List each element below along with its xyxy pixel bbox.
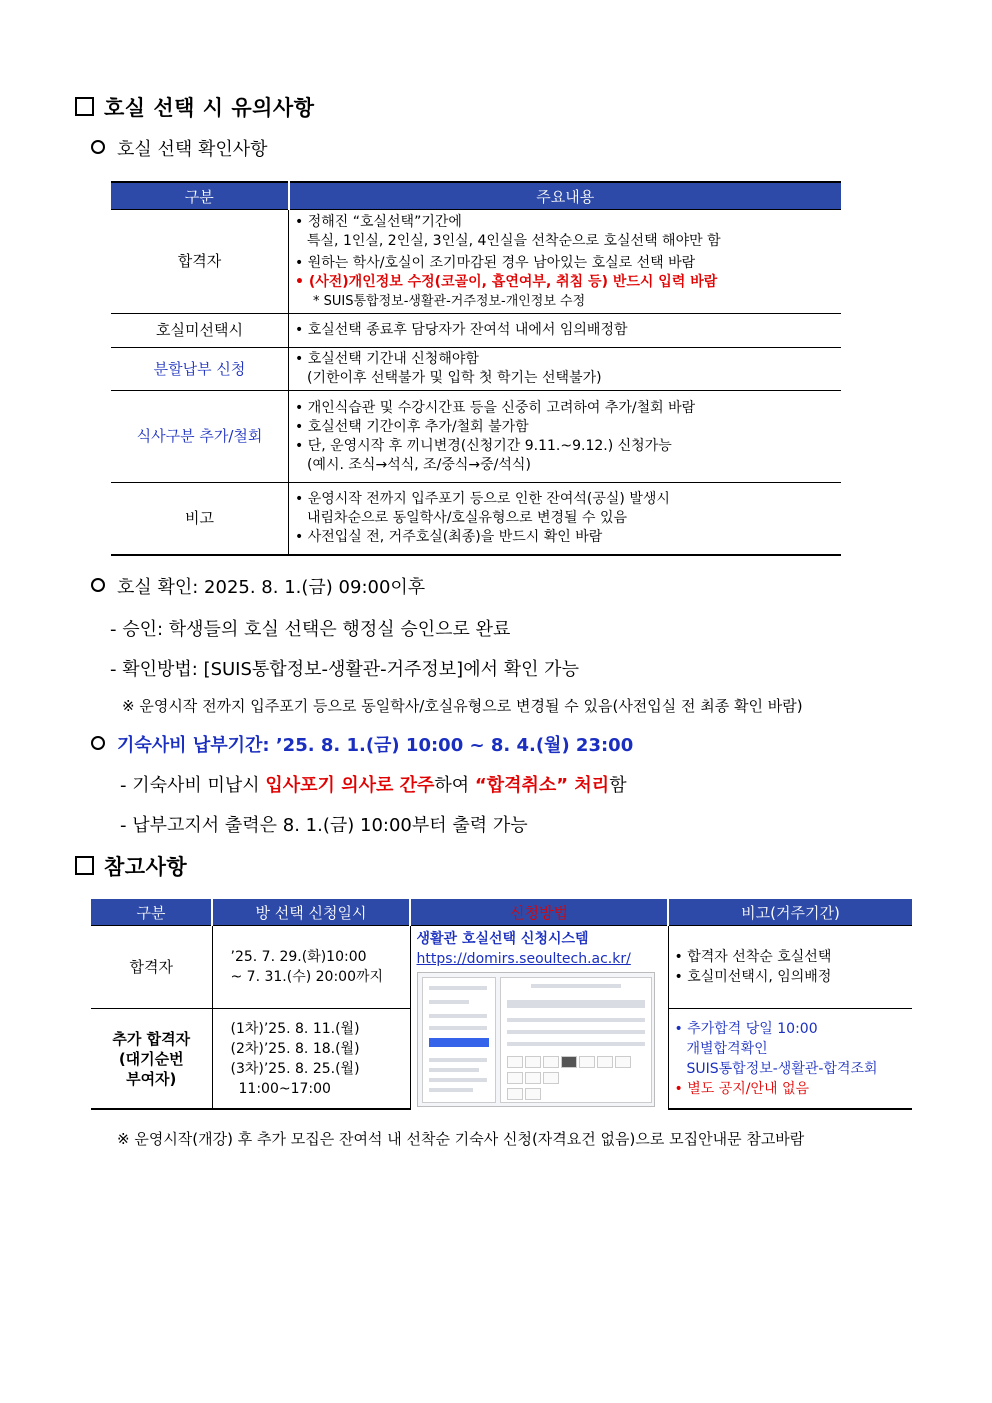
section2-heading (75, 851, 187, 881)
system-title: 생활관 호실선택 신청시스템 (416, 931, 589, 947)
room-check-text: 호실 확인: 2025. 8. 1.(금) 09:00이후 (117, 577, 426, 598)
remark-line: • 합격자 선착순 호실선택 (674, 949, 832, 966)
row-category: 비고 (111, 483, 289, 555)
table-row (111, 391, 841, 483)
column-header-category: 구분 (91, 899, 212, 926)
row-dates (212, 926, 410, 1009)
date-line: (1차)’25. 8. 11.(월) (230, 1020, 360, 1037)
unpaid-line (120, 771, 627, 797)
content-line: (기한이후 선택불가 및 입학 첫 학기는 선택불가) (307, 370, 602, 386)
row-category: 호실미선택시 (111, 314, 289, 348)
row-content (289, 391, 842, 483)
table-row (111, 314, 841, 348)
row-method (410, 926, 668, 1110)
content-line-important: • (사전)개인정보 수정(코골이, 흡연여부, 취침 등) 반드시 입력 바람 (295, 273, 718, 290)
circle-bullet-icon (91, 140, 105, 154)
content-line: * SUIS통합정보-생활관-거주정보-개인정보 수정 (313, 293, 586, 309)
category-line: 추가 합격자 (112, 1029, 191, 1048)
change-note: ※ 운영시작 전까지 입주포기 등으로 동일학사/호실유형으로 변경될 수 있음(사전입실 전 최종 확인 바람) (122, 697, 803, 715)
column-header-content: 주요내용 (289, 182, 842, 210)
category-line: 부여자) (126, 1069, 177, 1088)
checkbox-icon (75, 97, 94, 116)
section1-title: 호실 선택 시 유의사항 (104, 96, 315, 120)
checkbox-icon (75, 856, 94, 875)
unpaid-text: - 기숙사비 미납시 (120, 775, 266, 796)
table-row (111, 210, 841, 314)
row-remarks (668, 1009, 912, 1109)
remark-line: SUIS통합정보-생활관-합격조회 (686, 1060, 878, 1077)
row-content (289, 483, 842, 555)
subsection-title: 호실 선택 확인사항 (117, 139, 268, 160)
row-category (91, 1009, 212, 1109)
column-header-category: 구분 (111, 182, 289, 210)
table-row (111, 483, 841, 555)
row-category: 합격자 (111, 210, 289, 314)
column-header-method: 신청방법 (410, 899, 668, 926)
room-check-heading (91, 573, 425, 599)
content-line: 특실, 1인실, 2인실, 3인실, 4인실을 선착순으로 호실선택 해야만 함 (307, 232, 721, 249)
unpaid-text: 하여 (434, 775, 475, 796)
section2-title: 참고사항 (104, 855, 188, 879)
row-dates (212, 1009, 410, 1109)
room-selection-table (111, 181, 841, 556)
content-line: • 사전입실 전, 거주호실(최종)을 반드시 확인 바람 (295, 528, 603, 545)
table-row (91, 926, 912, 1009)
row-category: 식사구분 추가/철회 (111, 391, 289, 483)
row-content (289, 348, 842, 391)
circle-bullet-icon (91, 578, 105, 592)
row-remarks (668, 926, 912, 1009)
reference-table (91, 899, 912, 1110)
content-line: • 개인식습관 및 수강시간표 등을 신중히 고려하여 추가/철회 바람 (295, 399, 696, 416)
room-panel (500, 977, 652, 1103)
section1-heading (75, 92, 315, 122)
content-line: • 정해진 “호실선택”기간에 (295, 213, 462, 230)
date-line: ’25. 7. 29.(화)10:00 (230, 949, 367, 966)
row-category: 분할납부 신청 (111, 348, 289, 391)
date-line: (3차)’25. 8. 25.(월) (230, 1060, 360, 1077)
date-line: (2차)’25. 8. 18.(월) (230, 1040, 360, 1057)
unpaid-text: 함 (609, 775, 627, 796)
unpaid-emphasis: 입사포기 의사로 간주 (265, 775, 435, 796)
content-line: • 단, 운영시작 후 끼니변경(신청기간 9.11.~9.12.) 신청가능 (295, 437, 672, 454)
cancel-emphasis: “합격취소” 처리 (474, 775, 610, 796)
column-header-dates: 방 선택 신청일시 (212, 899, 410, 926)
content-line: • 호실선택 종료후 담당자가 잔여석 내에서 임의배정함 (295, 322, 628, 338)
column-header-remarks: 비고(거주기간) (668, 899, 912, 926)
content-line: 내림차순으로 동일학사/호실유형으로 변경될 수 있음 (307, 509, 628, 526)
footer-note: ※ 운영시작(개강) 후 추가 모집은 잔여석 내 선착순 기숙사 신청(자격요건 없음)으로 모집안내문 참고바람 (117, 1130, 805, 1148)
system-link[interactable]: https://domirs.seoultech.ac.kr/ (416, 951, 631, 967)
content-line: • 원하는 학사/호실이 조기마감된 경우 남아있는 호실로 선택 바람 (295, 254, 696, 271)
table-row (111, 348, 841, 391)
content-line: • 호실선택 기간이후 추가/철회 불가함 (295, 418, 529, 435)
date-line: ~ 7. 31.(수) 20:00까지 (230, 969, 384, 986)
method-line: - 확인방법: [SUIS통합정보-생활관-거주정보]에서 확인 가능 (110, 659, 579, 680)
circle-bullet-icon (91, 736, 105, 750)
content-line: • 호실선택 기간내 신청해야함 (295, 351, 479, 367)
row-category: 합격자 (91, 926, 212, 1009)
remark-line: • 추가합격 당일 10:00 (674, 1020, 818, 1037)
content-line: (예시. 조식→석식, 조/중식→중/석식) (307, 456, 531, 473)
fee-period-text: 기숙사비 납부기간: ’25. 8. 1.(금) 10:00 ~ 8. 4.(월) 23:00 (117, 735, 634, 756)
system-screenshot (417, 972, 655, 1107)
login-panel (422, 977, 496, 1103)
row-content (289, 210, 842, 314)
subsection-heading (91, 135, 268, 161)
invoice-line: - 납부고지서 출력은 8. 1.(금) 10:00부터 출력 가능 (120, 815, 528, 836)
category-line: (대기순번 (118, 1049, 184, 1068)
content-line: • 운영시작 전까지 입주포기 등으로 인한 잔여석(공실) 발생시 (295, 490, 670, 507)
row-content (289, 314, 842, 348)
approval-line: - 승인: 학생들의 호실 선택은 행정실 승인으로 완료 (110, 619, 511, 640)
fee-period-heading (91, 731, 633, 757)
remark-line: 개별합격확인 (686, 1040, 768, 1057)
date-line: 11:00~17:00 (238, 1080, 331, 1097)
remark-line-important: • 별도 공지/안내 없음 (674, 1080, 810, 1097)
remark-line: • 호실미선택시, 임의배정 (674, 969, 832, 986)
